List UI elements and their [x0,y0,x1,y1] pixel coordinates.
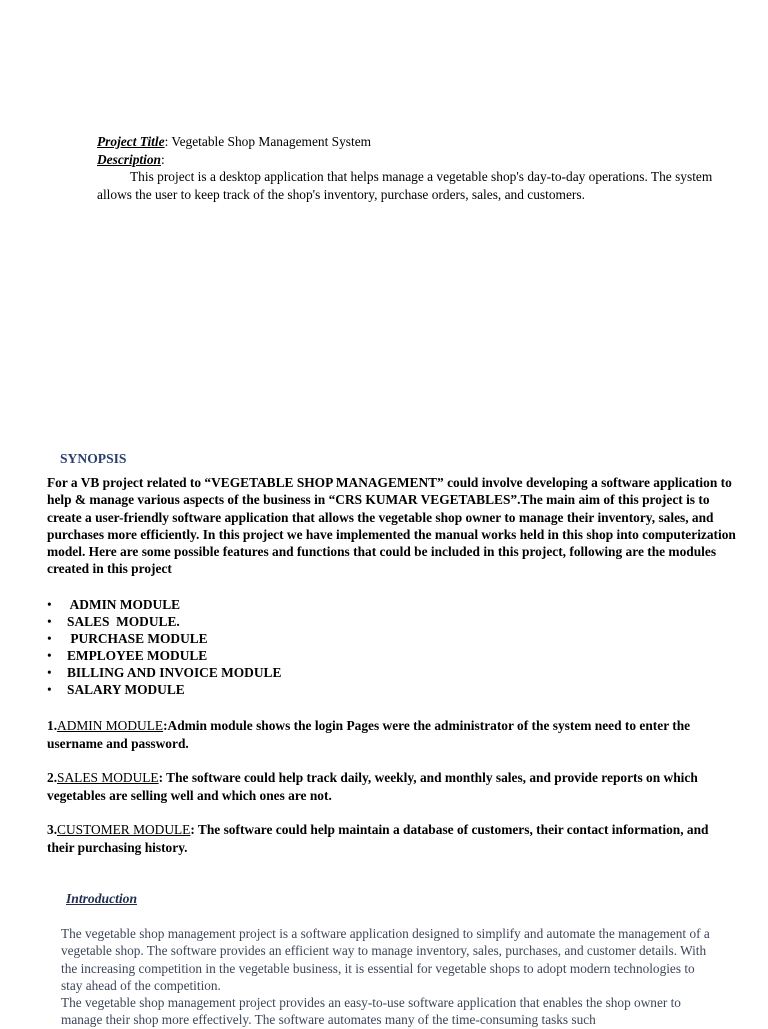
module-label: EMPLOYEE MODULE [67,648,208,663]
sales-module-name: SALES MODULE [57,770,159,785]
bullet-icon: • [47,665,52,680]
module-label: SALARY MODULE [67,682,185,697]
synopsis-heading: SYNOPSIS [60,451,127,466]
list-item [47,630,281,647]
sales-module-paragraph [47,769,737,804]
module-label: SALES MODULE. [67,614,180,629]
synopsis-text: For a VB project related to “VEGETABLE SHOP MANAGEMENT” could involve developing a software application to help & manage various aspects of the business in “CRS KUMAR VEGETABLES”.The main aim of this project is to create a user-friendly software application that allows the vegetable shop owner to manage their inventory, sales, and purchases more efficiently. In this project we have implemented the manual works held in this shop into computerization model. Here are some possible features and functions that could be included in this project, following are the modules created in this project [47,475,736,577]
customer-module-number: 3. [47,822,58,837]
introduction-paragraph-2: The vegetable shop management project provides an easy-to-use software application that enables the shop owner to manage their shop more effectively. The software automates many of the time-consuming tasks such [61,995,681,1028]
list-item [47,647,281,664]
project-title-line [97,133,727,151]
module-label: ADMIN MODULE [67,597,181,612]
project-title-label: Project Title [97,134,165,149]
project-title-value: : Vegetable Shop Management System [164,134,372,149]
sales-module-number: 2. [47,770,58,785]
project-block [97,133,727,203]
customer-module-text: : The software could help maintain a database of customers, their contact information, and their purchasing history. [47,822,709,855]
description-label-line [97,151,727,169]
bullet-icon: • [47,631,52,646]
customer-module-name: CUSTOMER MODULE [57,822,191,837]
bullet-icon: • [47,597,52,612]
admin-module-number: 1. [47,718,58,733]
module-list [47,596,281,698]
description-colon: : [160,151,165,167]
module-label: BILLING AND INVOICE MODULE [67,665,282,680]
description-label: Description [97,151,161,167]
list-item [47,596,281,613]
bullet-icon: • [47,614,52,629]
customer-module-paragraph [47,821,737,856]
sales-module-text: : The software could help track daily, weekly, and monthly sales, and provide reports on which vegetables are selling well and which ones are not. [47,770,698,803]
introduction-body [61,925,711,1029]
admin-module-paragraph [47,717,737,752]
list-item [47,664,281,681]
list-item [47,613,281,630]
admin-module-text: :Admin module shows the login Pages were the administrator of the system need to enter the username and password. [47,718,691,751]
bullet-icon: • [47,648,52,663]
introduction-heading: Introduction [66,891,138,906]
description-text: This project is a desktop application that helps manage a vegetable shop's day-to-day operations. The system allows the user to keep track of the shop's inventory, purchase orders, sales, and customers. [97,169,713,202]
list-item [47,681,281,698]
introduction-paragraph-1: The vegetable shop management project is a software application designed to simplify and automate the management of a vegetable shop. The software provides an efficient way to manage inventory, sales, purchases, and customer details. With the increasing competition in the vegetable business, it is essential for vegetable shops to adopt modern technologies to stay ahead of the competition. [61,926,710,993]
bullet-icon: • [47,682,52,697]
admin-module-name: ADMIN MODULE [57,718,164,733]
module-label: PURCHASE MODULE [67,631,208,646]
